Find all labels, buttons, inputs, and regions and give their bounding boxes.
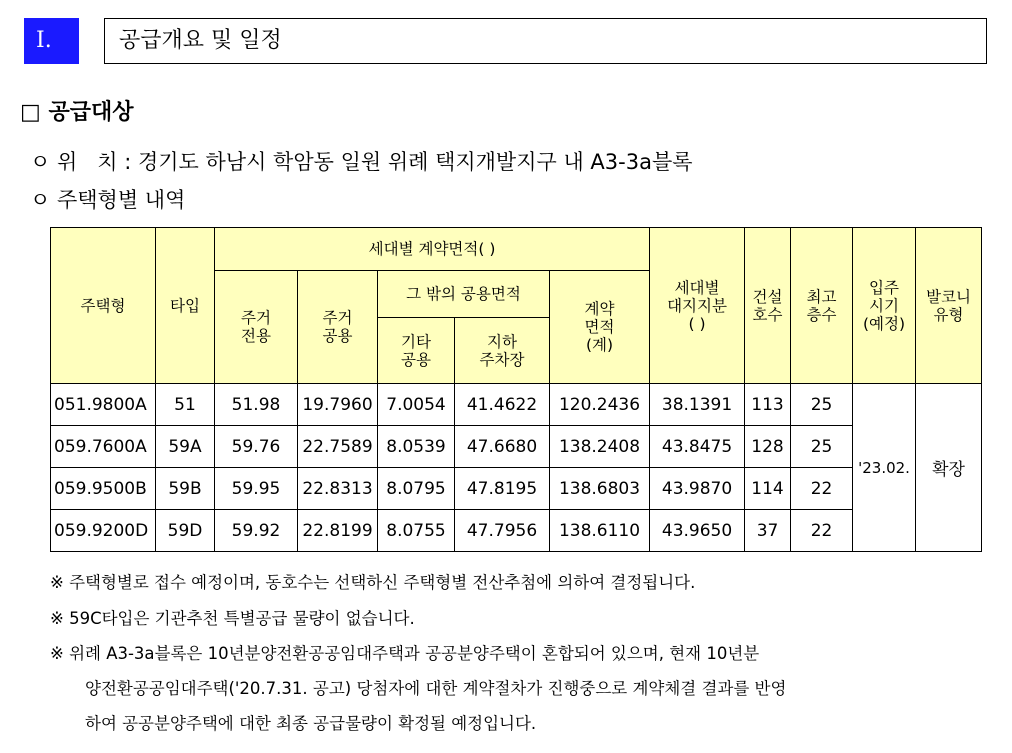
- header-balcony: 발코니 유형: [916, 228, 982, 384]
- cell-parking: 41.4622: [455, 384, 550, 426]
- cell-contract: 138.6110: [550, 510, 650, 552]
- cell-land: 43.8475: [650, 426, 745, 468]
- cell-units: 114: [745, 468, 791, 510]
- cell-common: 22.8313: [298, 468, 378, 510]
- cell-parking: 47.8195: [455, 468, 550, 510]
- cell-type: 059.9500B: [51, 468, 156, 510]
- note-mixed-block-cont1: 양전환공공임대주택('20.7.31. 공고) 당첨자에 대한 계약절차가 진행중으로 계약체결 결과를 반영: [85, 679, 787, 698]
- header-parking: 지하 주차장: [455, 318, 550, 384]
- cell-floors: 25: [791, 426, 853, 468]
- header-common: 주거 공용: [298, 271, 378, 384]
- cell-common: 19.7960: [298, 384, 378, 426]
- table-row: [51, 384, 982, 426]
- cell-exclusive: 51.98: [215, 384, 298, 426]
- note-mixed-block: ※ 위례 A3-3a블록은 10년분양전환공공임대주택과 공공분양주택이 혼합되어 있으며, 현재 10년분: [50, 644, 760, 663]
- table-row: [51, 426, 982, 468]
- note-59c: ※ 59C타입은 기관추천 특별공급 물량이 없습니다.: [50, 609, 415, 628]
- header-exclusive: 주거 전용: [215, 271, 298, 384]
- header-floors: 최고 층수: [791, 228, 853, 384]
- checkbox-square-icon: □: [20, 100, 41, 125]
- section-number: Ⅰ.: [24, 18, 79, 64]
- cell-exclusive: 59.92: [215, 510, 298, 552]
- cell-floors: 25: [791, 384, 853, 426]
- note-lottery: ※ 주택형별로 접수 예정이며, 동호수는 선택하신 주택형별 전산추첨에 의하여 결정됩니다.: [50, 573, 696, 592]
- cell-type: 059.7600A: [51, 426, 156, 468]
- note-mixed-block-cont2: 하여 공공분양주택에 대한 최종 공급물량이 확정될 예정입니다.: [85, 714, 537, 733]
- cell-units: 37: [745, 510, 791, 552]
- cell-floors: 22: [791, 468, 853, 510]
- cell-other: 7.0054: [378, 384, 455, 426]
- header-move-in: 입주 시기 (예정): [853, 228, 916, 384]
- cell-contract: 138.2408: [550, 426, 650, 468]
- section-title: 공급개요 및 일정: [104, 18, 987, 64]
- cell-balcony: 확장: [916, 384, 982, 552]
- cell-move-in: '23.02.: [853, 384, 916, 552]
- cell-parking: 47.7956: [455, 510, 550, 552]
- header-plan: 타입: [156, 228, 215, 384]
- header-type: 주택형: [51, 228, 156, 384]
- cell-other: 8.0795: [378, 468, 455, 510]
- header-units: 건설 호수: [745, 228, 791, 384]
- table-row: [51, 468, 982, 510]
- cell-exclusive: 59.76: [215, 426, 298, 468]
- header-other-group: 그 밖의 공용면적: [378, 271, 550, 318]
- header-land-share: 세대별 대지지분 ( ): [650, 228, 745, 384]
- cell-plan: 59A: [156, 426, 215, 468]
- cell-other: 8.0755: [378, 510, 455, 552]
- cell-contract: 138.6803: [550, 468, 650, 510]
- cell-type: 059.9200D: [51, 510, 156, 552]
- table-row: [51, 510, 982, 552]
- cell-type: 051.9800A: [51, 384, 156, 426]
- cell-plan: 59B: [156, 468, 215, 510]
- cell-units: 113: [745, 384, 791, 426]
- cell-land: 38.1391: [650, 384, 745, 426]
- header-contract: 계약 면적 (계): [550, 271, 650, 384]
- header-area-group: 세대별 계약면적( ): [215, 228, 650, 271]
- cell-common: 22.7589: [298, 426, 378, 468]
- cell-plan: 51: [156, 384, 215, 426]
- cell-exclusive: 59.95: [215, 468, 298, 510]
- cell-plan: 59D: [156, 510, 215, 552]
- header-other-common: 기타 공용: [378, 318, 455, 384]
- breakdown-bullet: ㅇ 주택형별 내역: [30, 188, 186, 212]
- cell-parking: 47.6680: [455, 426, 550, 468]
- location-bullet: ㅇ 위 치 : 경기도 하남시 학암동 일원 위례 택지개발지구 내 A3-3a블록: [30, 150, 693, 174]
- cell-land: 43.9650: [650, 510, 745, 552]
- housing-type-table: [50, 227, 982, 552]
- cell-floors: 22: [791, 510, 853, 552]
- cell-units: 128: [745, 426, 791, 468]
- supply-target-heading: [20, 98, 133, 128]
- heading-title: 공급대상: [48, 100, 134, 125]
- cell-other: 8.0539: [378, 426, 455, 468]
- cell-common: 22.8199: [298, 510, 378, 552]
- cell-land: 43.9870: [650, 468, 745, 510]
- cell-contract: 120.2436: [550, 384, 650, 426]
